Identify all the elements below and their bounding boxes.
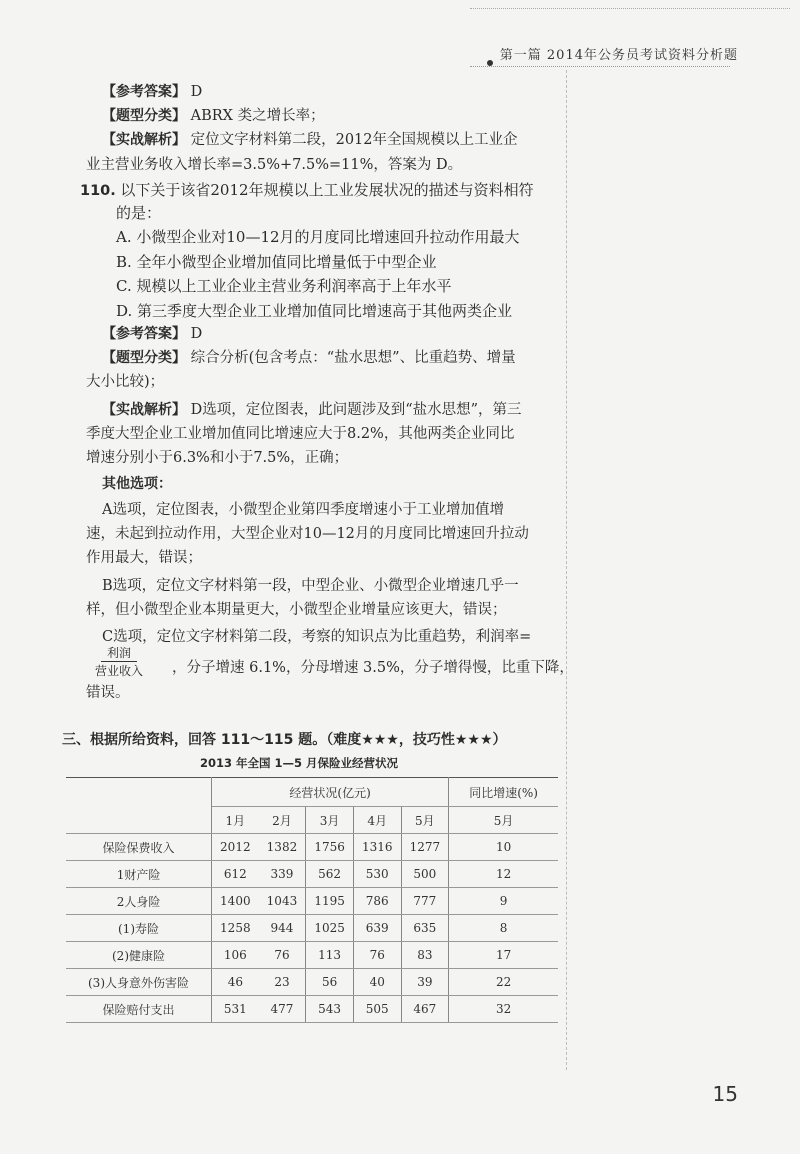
table-cell: 1316 xyxy=(353,834,401,861)
table-cell: 477 xyxy=(259,996,306,1023)
table-cell: 1756 xyxy=(306,834,354,861)
option-a-analysis-3: 作用最大，错误； xyxy=(86,550,202,566)
table-cell: 505 xyxy=(353,996,401,1023)
table-cell: 500 xyxy=(401,861,449,888)
q109-analysis-1: 【实战解析】 定位文字材料第二段，2012年全国规模以上工业企 xyxy=(102,132,518,148)
option-c-analysis-2: ，分子增速 6.1%，分母增速 3.5%，分子增得慢，比重下降， xyxy=(172,660,574,676)
option-c-analysis-3: 错误。 xyxy=(86,685,130,701)
top-rule xyxy=(470,8,790,9)
table-cell: 56 xyxy=(306,969,354,996)
group-header: 经营状况(亿元) xyxy=(212,778,449,807)
table-row xyxy=(66,915,558,942)
growth-cell: 9 xyxy=(449,888,558,915)
q109-category: 【题型分类】 ABRX 类之增长率； xyxy=(102,108,325,124)
table-cell: 562 xyxy=(306,861,354,888)
q110-stem-2: 的是： xyxy=(116,204,162,222)
table-row xyxy=(66,942,558,969)
q109-answer: 【参考答案】 D xyxy=(102,84,203,100)
section-title: 三、根据所给资料，回答 111～115 题。（难度★★★，技巧性★★★） xyxy=(62,732,507,748)
growth-month-header: 5月 xyxy=(449,807,558,834)
table-row xyxy=(66,834,558,861)
margin-line xyxy=(566,70,567,1070)
table-cell: 1025 xyxy=(306,915,354,942)
growth-cell: 32 xyxy=(449,996,558,1023)
q110-category-2: 大小比较)； xyxy=(86,374,165,390)
table-cell: 612 xyxy=(212,861,259,888)
table-title: 2013 年全国 1—5 月保险业经营状况 xyxy=(200,756,399,770)
table-row xyxy=(66,861,558,888)
table-cell: 530 xyxy=(353,861,401,888)
growth-cell: 12 xyxy=(449,861,558,888)
q110-analysis-3: 增速分别小于6.3%和小于7.5%，正确； xyxy=(86,450,349,466)
table-cell: 23 xyxy=(259,969,306,996)
table-cell: 106 xyxy=(212,942,259,969)
month-header: 4月 xyxy=(353,807,401,834)
table-corner xyxy=(66,778,212,834)
table-cell: 786 xyxy=(353,888,401,915)
table-cell: 40 xyxy=(353,969,401,996)
q109-analysis-2: 业主营业务收入增长率=3.5%+7.5%=11%，答案为 D。 xyxy=(86,157,463,173)
fraction-numerator: 利润 xyxy=(101,644,137,662)
table-cell: 1277 xyxy=(401,834,449,861)
growth-header: 同比增速(%) xyxy=(449,778,558,807)
table-cell: 635 xyxy=(401,915,449,942)
option-c-analysis-1: C选项，定位文字材料第二段，考察的知识点为比重趋势，利润率= xyxy=(102,629,532,645)
growth-cell: 22 xyxy=(449,969,558,996)
table-row xyxy=(66,888,558,915)
row-label: (1)寿险 xyxy=(66,915,212,942)
page-number: 15 xyxy=(712,1082,738,1106)
table-cell: 2012 xyxy=(212,834,259,861)
option-b-analysis-2: 样，但小微型企业本期量更大，小微型企业增量应该更大，错误； xyxy=(86,602,507,618)
q110-category: 【题型分类】 综合分析(包含考点：“盐水思想”、比重趋势、增量 xyxy=(102,350,516,366)
table-cell: 83 xyxy=(401,942,449,969)
q110-option-b: B. 全年小微型企业增加值同比增量低于中型企业 xyxy=(116,253,437,271)
growth-cell: 17 xyxy=(449,942,558,969)
table-cell: 467 xyxy=(401,996,449,1023)
q110-option-c: C. 规模以上工业企业主营业务利润率高于上年水平 xyxy=(116,277,452,295)
q110-analysis-2: 季度大型企业工业增加值同比增速应大于8.2%，其他两类企业同比 xyxy=(86,426,515,442)
table-cell: 113 xyxy=(306,942,354,969)
table-cell: 39 xyxy=(401,969,449,996)
table-cell: 777 xyxy=(401,888,449,915)
table-row xyxy=(66,969,558,996)
row-label: 2人身险 xyxy=(66,888,212,915)
option-a-analysis-1: A选项，定位图表，小微型企业第四季度增速小于工业增加值增 xyxy=(102,502,504,518)
row-label: (3)人身意外伤害险 xyxy=(66,969,212,996)
table-cell: 1043 xyxy=(259,888,306,915)
month-header: 2月 xyxy=(259,807,306,834)
table-cell: 543 xyxy=(306,996,354,1023)
table-cell: 339 xyxy=(259,861,306,888)
row-label: (2)健康险 xyxy=(66,942,212,969)
profit-rate-fraction xyxy=(84,644,154,679)
q110-option-d: D. 第三季度大型企业工业增加值同比增速高于其他两类企业 xyxy=(116,302,513,320)
table-cell: 76 xyxy=(259,942,306,969)
insurance-table xyxy=(66,777,558,1023)
table-cell: 639 xyxy=(353,915,401,942)
table-cell: 944 xyxy=(259,915,306,942)
running-header: 第一篇 2014年公务员考试资料分析题 xyxy=(499,48,738,63)
row-label: 保险赔付支出 xyxy=(66,996,212,1023)
month-header: 1月 xyxy=(212,807,259,834)
table-row xyxy=(66,996,558,1023)
q110-option-a: A. 小微型企业对10—12月的月度同比增速回升拉动作用最大 xyxy=(116,228,520,246)
month-header: 5月 xyxy=(401,807,449,834)
row-label: 1财产险 xyxy=(66,861,212,888)
row-label: 保险保费收入 xyxy=(66,834,212,861)
month-header: 3月 xyxy=(306,807,354,834)
q110-stem: 110. 以下关于该省2012年规模以上工业发展状况的描述与资料相符 xyxy=(80,181,534,199)
table-cell: 531 xyxy=(212,996,259,1023)
other-options-label: 其他选项： xyxy=(102,476,172,492)
table-cell: 1195 xyxy=(306,888,354,915)
table-cell: 46 xyxy=(212,969,259,996)
table-cell: 1258 xyxy=(212,915,259,942)
header-underline xyxy=(470,66,730,67)
q110-answer: 【参考答案】 D xyxy=(102,326,203,342)
fraction-denominator: 营业收入 xyxy=(94,664,143,678)
growth-cell: 10 xyxy=(449,834,558,861)
table-header-row xyxy=(66,778,558,807)
table-cell: 76 xyxy=(353,942,401,969)
option-b-analysis-1: B选项，定位文字材料第一段，中型企业、小微型企业增速几乎一 xyxy=(102,578,519,594)
option-a-analysis-2: 速，未起到拉动作用，大型企业对10—12月的月度同比增速回升拉动 xyxy=(86,526,529,542)
q110-analysis-1: 【实战解析】 D选项，定位图表，此问题涉及到“盐水思想”，第三 xyxy=(102,402,522,418)
table-cell: 1382 xyxy=(259,834,306,861)
table-cell: 1400 xyxy=(212,888,259,915)
growth-cell: 8 xyxy=(449,915,558,942)
